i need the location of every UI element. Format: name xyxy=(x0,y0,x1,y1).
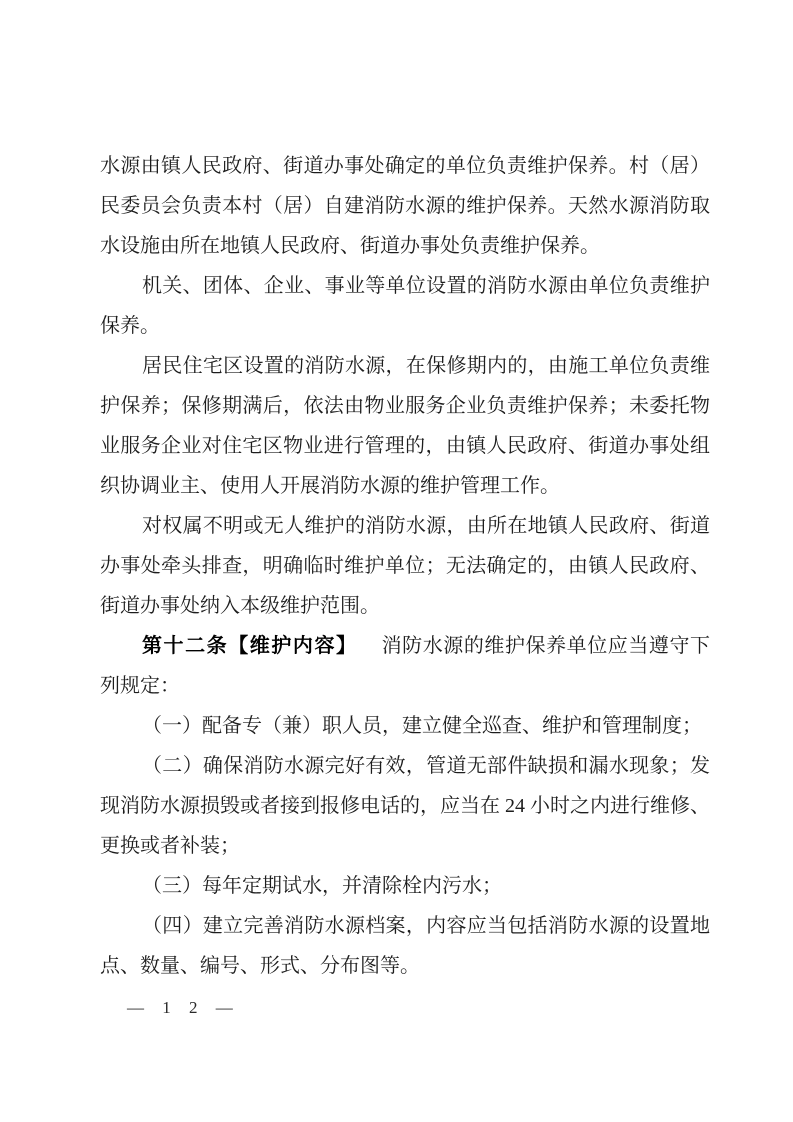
paragraph-text: 居民住宅区设置的消防水源，在保修期内的，由施工单位负责维护保养；保修期满后，依法由物业服务企业负责维护保养；未委托物业服务企业对住宅区物业进行管理的，由镇人民政府、街道办事处组织协调业主、使用人开展消防水源的维护管理工作。 xyxy=(100,355,710,497)
paragraph-text: （一）配备专（兼）职人员，建立健全巡查、维护和管理制度； xyxy=(142,715,702,737)
paragraph-text: （二）确保消防水源完好有效，管道无部件缺损和漏水现象；发现消防水源损毁或者接到报修电话的，应当在 24 小时之内进行维修、更换或者补装； xyxy=(100,755,710,857)
paragraph xyxy=(100,706,710,746)
paragraph xyxy=(100,746,710,866)
paragraph xyxy=(100,906,710,986)
document-body-text xyxy=(100,146,710,986)
paragraph xyxy=(100,866,710,906)
paragraph xyxy=(100,626,710,706)
paragraph-text: 对权属不明或无人维护的消防水源，由所在地镇人民政府、街道办事处牵头排查，明确临时维护单位；无法确定的，由镇人民政府、街道办事处纳入本级维护范围。 xyxy=(100,515,710,617)
paragraph xyxy=(100,346,710,506)
paragraph-text: 消防水源的维护保养单位应当遵守下列规定： xyxy=(100,635,711,697)
paragraph-text: （四）建立完善消防水源档案，内容应当包括消防水源的设置地点、数量、编号、形式、分布图等。 xyxy=(100,915,710,977)
paragraph xyxy=(100,266,710,346)
paragraph xyxy=(100,506,710,626)
paragraph-text: 机关、团体、企业、事业等单位设置的消防水源由单位负责维护保养。 xyxy=(100,275,710,337)
article-heading: 第十二条【维护内容】 xyxy=(142,635,358,657)
page-number: — 1 2 — xyxy=(127,998,240,1017)
paragraph-text: 水源由镇人民政府、街道办事处确定的单位负责维护保养。村（居）民委员会负责本村（居）自建消防水源的维护保养。天然水源消防取水设施由所在地镇人民政府、街道办事处负责维护保养。 xyxy=(100,155,710,257)
paragraph-text: （三）每年定期试水，并清除栓内污水； xyxy=(142,875,502,897)
paragraph xyxy=(100,146,710,266)
